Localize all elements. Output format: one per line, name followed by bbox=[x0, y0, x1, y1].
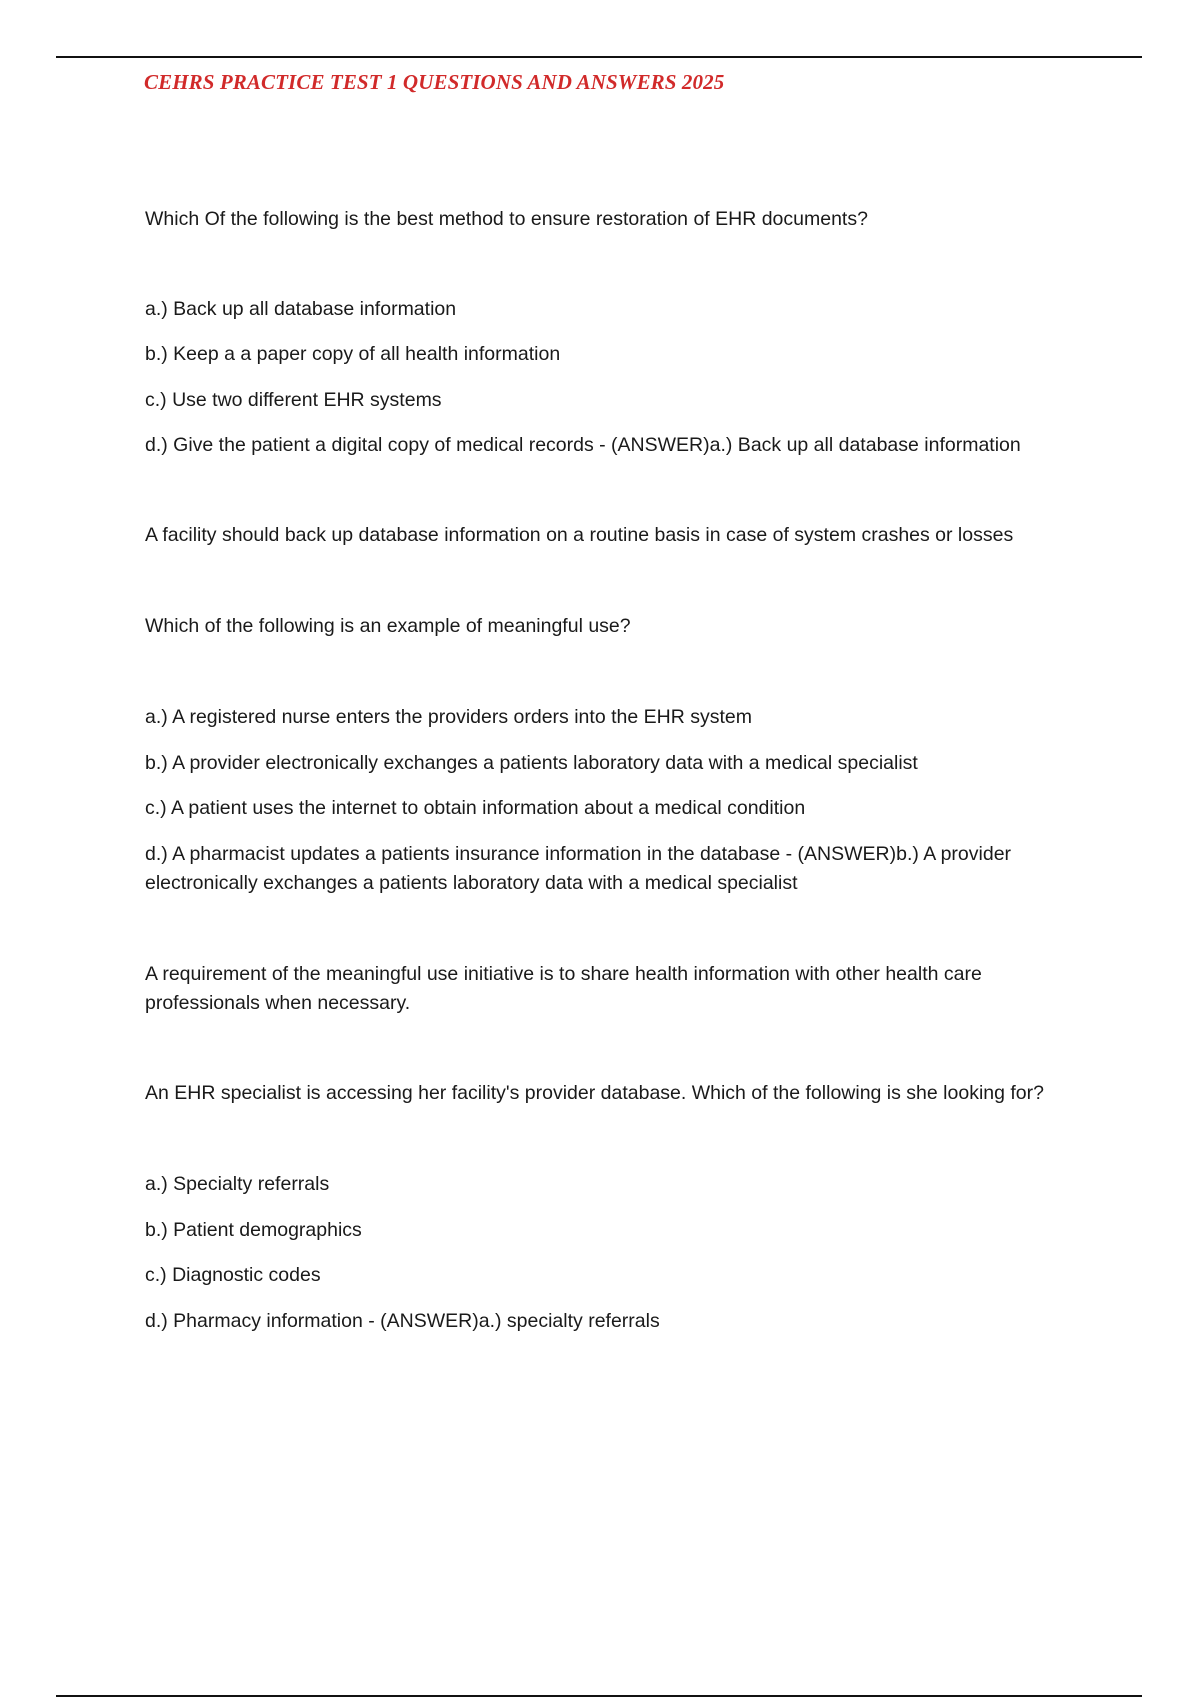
q3-option-b: b.) Patient demographics bbox=[145, 1219, 362, 1241]
q3-option-d-answer: d.) Pharmacy information - (ANSWER)a.) specialty referrals bbox=[145, 1310, 660, 1332]
q2-explanation: A requirement of the meaningful use initiative is to share health information with other health care professionals when necessary. bbox=[145, 963, 982, 1014]
q3-option-a: a.) Specialty referrals bbox=[145, 1173, 330, 1195]
q1-option-a: a.) Back up all database information bbox=[145, 298, 457, 320]
q3-option-c: c.) Diagnostic codes bbox=[145, 1264, 321, 1286]
q2-option-a: a.) A registered nurse enters the providers orders into the EHR system bbox=[145, 706, 752, 728]
q1-explanation: A facility should back up database information on a routine basis in case of system crashes or losses bbox=[145, 524, 1014, 546]
q1-option-c: c.) Use two different EHR systems bbox=[145, 389, 442, 411]
question-3: An EHR specialist is accessing her facility's provider database. Which of the following is she looking for? bbox=[145, 1082, 1044, 1104]
q2-option-d-answer: d.) A pharmacist updates a patients insurance information in the database - (ANSWER)b.) A provider electronically exchanges a patients laboratory data with a medical specialist bbox=[145, 843, 1012, 894]
q2-option-b: b.) A provider electronically exchanges a patients laboratory data with a medical specialist bbox=[145, 752, 918, 774]
top-rule bbox=[56, 56, 1142, 58]
question-1: Which Of the following is the best method to ensure restoration of EHR documents? bbox=[145, 208, 868, 230]
q1-option-b: b.) Keep a a paper copy of all health information bbox=[145, 343, 561, 365]
page-title: CEHRS PRACTICE TEST 1 QUESTIONS AND ANSWERS 2025 bbox=[144, 70, 725, 94]
bottom-rule bbox=[56, 1695, 1142, 1697]
question-2: Which of the following is an example of meaningful use? bbox=[145, 615, 631, 637]
q2-option-c: c.) A patient uses the internet to obtain information about a medical condition bbox=[145, 797, 806, 819]
q1-option-d-answer: d.) Give the patient a digital copy of medical records - (ANSWER)a.) Back up all database information bbox=[145, 434, 1021, 456]
